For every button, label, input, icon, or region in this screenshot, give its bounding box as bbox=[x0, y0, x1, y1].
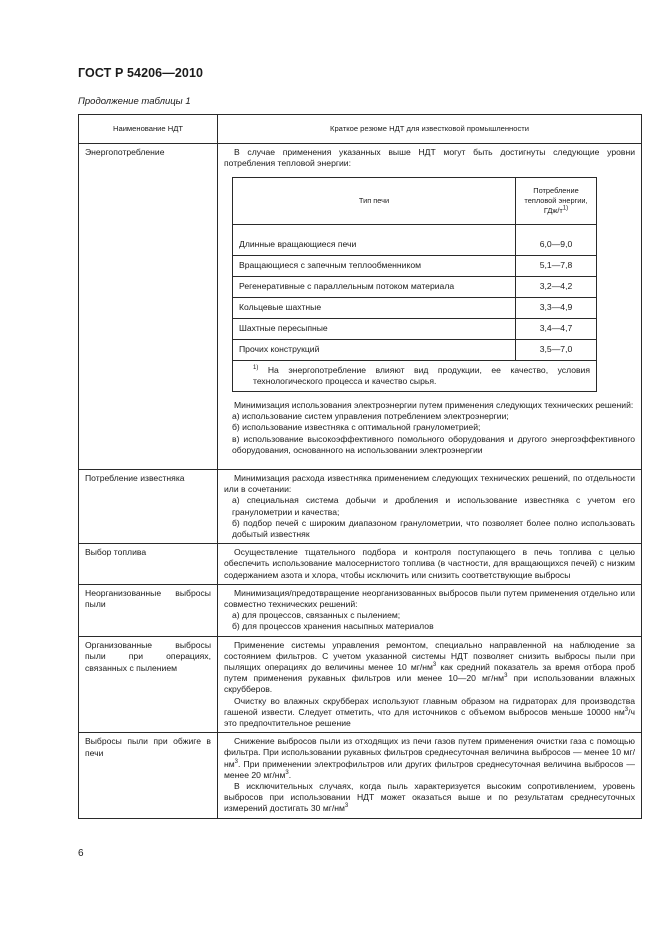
superscript: 3 bbox=[344, 803, 349, 810]
spacer bbox=[516, 225, 597, 235]
row-summary bbox=[218, 470, 642, 544]
spacer bbox=[233, 225, 516, 235]
energy-value: 3,3—4,9 bbox=[516, 297, 597, 318]
inner-row bbox=[233, 235, 597, 256]
text: /ч это предпочтительное решение bbox=[224, 706, 635, 729]
paragraph bbox=[224, 736, 635, 781]
paragraph bbox=[224, 640, 635, 696]
text: Применение системы управления ремонтом, специально направленной на наблюдение за состоянием фильтров. С учетом указанной системы НДТ позволяет снизить выбросы пыли при пылящих операциях до величины менее 10 мг/нм bbox=[224, 639, 635, 673]
row-name: Потребление известняка bbox=[79, 470, 218, 544]
paragraph: Минимизация/предотвращение неорганизованных выбросов пыли путем применения отдельно или совместно технических решений: bbox=[224, 587, 635, 610]
kiln-energy-table bbox=[232, 177, 597, 392]
energy-value: 6,0—9,0 bbox=[516, 235, 597, 256]
text: . bbox=[288, 769, 292, 780]
footnote-text: На энергопотребление влияют вид продукции, ее качество, условия технологического процесса и качество сырья. bbox=[253, 364, 590, 386]
superscript: 3 bbox=[234, 758, 238, 765]
row-name: Энергопотребление bbox=[79, 144, 218, 470]
table-row bbox=[79, 144, 642, 470]
paragraph: Минимизация расхода известняка применением следующих технических решений, по отдельности или в сочетании: bbox=[224, 473, 635, 495]
inner-footnote-row bbox=[233, 360, 597, 391]
list-item: в) использование высокоэффективного помольного оборудования и другого энергоэффективного оборудования, основанного на использовании электроэнергии bbox=[232, 433, 635, 455]
list-item: б) подбор печей с широким диапазоном гранулометрии, что позволяет более полно использовать добытый известняк bbox=[232, 517, 635, 540]
inner-row bbox=[233, 339, 597, 360]
footnote-mark: 1) bbox=[253, 365, 259, 372]
superscript: 3 bbox=[504, 673, 508, 680]
inner-header-kiln: Тип печи bbox=[233, 178, 516, 225]
inner-row bbox=[233, 276, 597, 297]
table-row bbox=[79, 470, 642, 544]
kiln-type: Вращающиеся с запечным теплообменником bbox=[233, 255, 516, 276]
inner-row bbox=[233, 318, 597, 339]
row-name: Организованные выбросы пыли при операциях, связанных с пылением bbox=[79, 636, 218, 733]
superscript: 3 bbox=[432, 662, 437, 669]
row-summary bbox=[218, 636, 642, 733]
superscript: 3 bbox=[285, 770, 289, 777]
list-item: а) использование систем управления потреблением электроэнергии; bbox=[232, 411, 509, 422]
table-row bbox=[79, 733, 642, 818]
footnote bbox=[233, 360, 597, 391]
superscript: 3 bbox=[624, 707, 629, 713]
header-line: тепловой энергии, bbox=[524, 196, 588, 206]
inner-header-row bbox=[233, 178, 597, 225]
list-item: а) специальная система добычи и дробления и использование известняка с учетом его гранулометрии и качества; bbox=[232, 495, 635, 517]
inner-row bbox=[233, 225, 597, 235]
row-summary bbox=[218, 544, 642, 585]
inner-row bbox=[233, 297, 597, 318]
row-summary bbox=[218, 584, 642, 636]
list-item: б) для процессов хранения насыпных материалов bbox=[232, 621, 434, 632]
text: как средний показатель за время отбора проб путем применения рукавных фильтров или менее 10—20 мг/нм bbox=[224, 662, 635, 684]
table-continuation-label: Продолжение таблицы 1 bbox=[78, 96, 191, 107]
table-header-row bbox=[79, 115, 642, 144]
row-name: Выбор топлива bbox=[79, 544, 218, 585]
kiln-type: Кольцевые шахтные bbox=[233, 297, 516, 318]
page-number: 6 bbox=[78, 848, 84, 859]
list-item: а) для процессов, связанных с пылением; bbox=[232, 610, 401, 621]
paragraph bbox=[224, 781, 635, 815]
footnote-mark: 1) bbox=[562, 205, 569, 212]
paragraph: Минимизация использования электроэнергии путем применения следующих технических решений: bbox=[234, 399, 634, 410]
row-name: Выбросы пыли при обжиге в печи bbox=[79, 733, 218, 818]
table-row bbox=[79, 636, 642, 733]
kiln-type: Шахтные пересыпные bbox=[233, 318, 516, 339]
kiln-type: Прочих конструкций bbox=[233, 339, 516, 360]
kiln-type: Длинные вращающиеся печи bbox=[233, 235, 516, 256]
list-item: б) использование известняка с оптимальной гранулометрией; bbox=[232, 422, 481, 433]
row-summary bbox=[218, 733, 642, 818]
energy-value: 3,5—7,0 bbox=[516, 339, 597, 360]
paragraph: В случае применения указанных выше НДТ могут быть достигнуты следующие уровни потребления тепловой энергии: bbox=[224, 147, 635, 169]
paragraph bbox=[224, 696, 635, 730]
energy-value: 3,2—4,2 bbox=[516, 276, 597, 297]
energy-value: 3,4—4,7 bbox=[516, 318, 597, 339]
kiln-type: Регенеративные с параллельным потоком материала bbox=[233, 276, 516, 297]
ndt-table bbox=[78, 114, 642, 819]
row-summary bbox=[218, 144, 642, 470]
row-name: Неорганизованные выбросы пыли bbox=[79, 584, 218, 636]
header-line: ГДж/т bbox=[543, 206, 563, 216]
column-header-name: Наименование НДТ bbox=[79, 115, 218, 144]
energy-value: 5,1—7,8 bbox=[516, 255, 597, 276]
inner-row bbox=[233, 255, 597, 276]
text: Снижение выбросов пыли из отходящих из печи газов путем применения очистки газа с помощью фильтра. При использовании рукавных фильтров среднесуточная величина выбросов — менее 10 мг/нм bbox=[224, 736, 635, 769]
text: В исключительных случаях, когда пыль характеризуется высоким сопротивлением, уровень выбросов при использовании НДТ может оказаться выше и по результатам среднесуточных измерений достигать 30 мг/нм bbox=[224, 781, 635, 814]
inner-header-energy bbox=[516, 178, 597, 225]
text: . При применении электрофильтров или других фильтров среднесуточная величина выбросов — менее 20 мг/нм bbox=[224, 758, 635, 780]
paragraph: Осуществление тщательного подбора и контроля поступающего в печь топлива с целью обеспечить использование малосернистого топлива (в частности, для вращающихся печей) с низким содержанием азота и хлора, чтобы исключить или снизить соответствующие выбросы bbox=[224, 547, 635, 580]
text: Очистку во влажных скрубберах используют главным образом на гидраторах для производства гашеной извести. Следует отметить, что для источников с объемом выбросов меньше 10000 нм bbox=[224, 695, 635, 717]
table-row bbox=[79, 544, 642, 585]
text: при использовании влажных скрубберов. bbox=[224, 673, 635, 695]
column-header-summary: Краткое резюме НДТ для известковой промышленности bbox=[218, 115, 642, 144]
document-title: ГОСТ Р 54206—2010 bbox=[78, 66, 204, 80]
table-row bbox=[79, 584, 642, 636]
header-line: Потребление bbox=[533, 186, 579, 196]
